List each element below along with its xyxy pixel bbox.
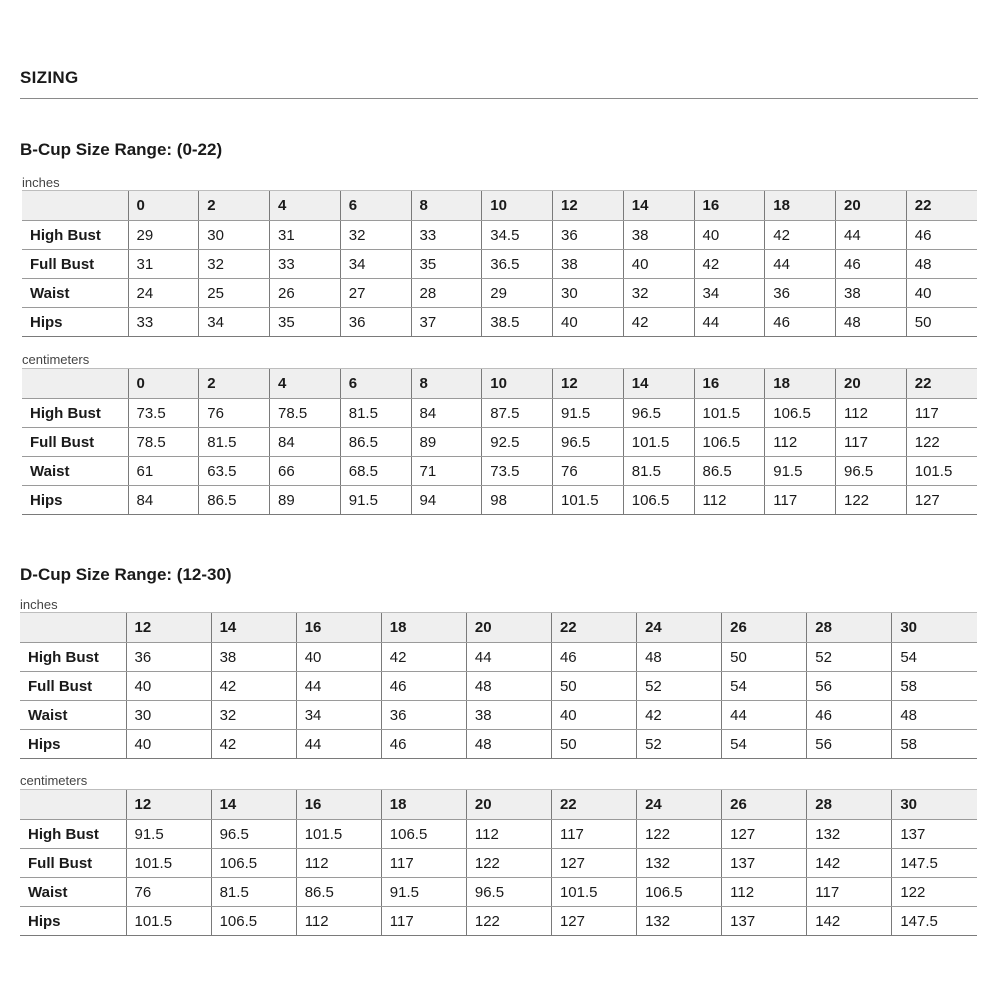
measurement-value: 127	[551, 849, 636, 878]
measurement-value: 101.5	[623, 428, 694, 457]
measurement-value: 91.5	[340, 486, 411, 515]
size-table	[22, 190, 977, 337]
measurement-value: 91.5	[765, 457, 836, 486]
size-header-cell: 22	[551, 613, 636, 643]
table-row	[22, 486, 977, 515]
measurement-value: 42	[381, 643, 466, 672]
unit-label-inches: inches	[20, 597, 58, 612]
measurement-value: 117	[381, 907, 466, 936]
size-header-cell: 12	[126, 790, 211, 820]
measurement-value: 96.5	[466, 878, 551, 907]
measurement-value: 32	[340, 221, 411, 250]
measurement-label: Waist	[22, 457, 128, 486]
measurement-value: 42	[211, 672, 296, 701]
measurement-value: 142	[807, 849, 892, 878]
measurement-value: 42	[623, 308, 694, 337]
measurement-value: 101.5	[126, 849, 211, 878]
measurement-value: 24	[128, 279, 199, 308]
measurement-value: 46	[381, 672, 466, 701]
table-row	[22, 399, 977, 428]
measurement-value: 84	[270, 428, 341, 457]
measurement-value: 38	[623, 221, 694, 250]
measurement-value: 40	[126, 672, 211, 701]
measurement-label: Waist	[20, 878, 126, 907]
measurement-value: 38	[211, 643, 296, 672]
measurement-value: 35	[270, 308, 341, 337]
size-header-cell: 20	[836, 191, 907, 221]
measurement-value: 84	[128, 486, 199, 515]
measurement-value: 96.5	[623, 399, 694, 428]
measurement-value: 137	[722, 907, 807, 936]
measurement-value: 52	[637, 672, 722, 701]
measurement-value: 46	[765, 308, 836, 337]
measurement-value: 78.5	[270, 399, 341, 428]
size-header-row	[22, 369, 977, 399]
measurement-label: Waist	[22, 279, 128, 308]
measurement-value: 106.5	[381, 820, 466, 849]
measurement-label: Hips	[20, 730, 126, 759]
measurement-value: 46	[381, 730, 466, 759]
measurement-value: 31	[270, 221, 341, 250]
size-header-cell: 22	[906, 191, 977, 221]
size-header-cell: 14	[211, 790, 296, 820]
measurement-value: 137	[722, 849, 807, 878]
table-row	[20, 643, 977, 672]
size-header-cell: 14	[623, 369, 694, 399]
measurement-value: 106.5	[211, 907, 296, 936]
size-header-cell: 2	[199, 369, 270, 399]
size-header-cell: 4	[270, 369, 341, 399]
measurement-value: 37	[411, 308, 482, 337]
measurement-label: Full Bust	[22, 428, 128, 457]
measurement-value: 112	[466, 820, 551, 849]
measurement-value: 36	[340, 308, 411, 337]
measurement-value: 54	[722, 672, 807, 701]
size-header-cell: 14	[623, 191, 694, 221]
measurement-value: 42	[211, 730, 296, 759]
size-header-cell: 8	[411, 191, 482, 221]
measurement-value: 42	[694, 250, 765, 279]
measurement-value: 46	[807, 701, 892, 730]
measurement-value: 117	[836, 428, 907, 457]
measurement-value: 32	[199, 250, 270, 279]
measurement-label: Full Bust	[20, 672, 126, 701]
measurement-value: 78.5	[128, 428, 199, 457]
measurement-value: 36	[381, 701, 466, 730]
measurement-value: 94	[411, 486, 482, 515]
measurement-value: 92.5	[482, 428, 553, 457]
measurement-value: 30	[199, 221, 270, 250]
measurement-value: 106.5	[637, 878, 722, 907]
measurement-value: 34	[199, 308, 270, 337]
measurement-value: 101.5	[551, 878, 636, 907]
measurement-value: 127	[551, 907, 636, 936]
measurement-value: 34	[340, 250, 411, 279]
measurement-value: 89	[411, 428, 482, 457]
table-row	[20, 849, 977, 878]
measurement-value: 112	[765, 428, 836, 457]
measurement-value: 112	[694, 486, 765, 515]
measurement-value: 52	[807, 643, 892, 672]
size-header-cell: 18	[765, 191, 836, 221]
measurement-value: 101.5	[694, 399, 765, 428]
measurement-value: 29	[482, 279, 553, 308]
measurement-value: 81.5	[623, 457, 694, 486]
measurement-value: 58	[892, 672, 977, 701]
measurement-label: Full Bust	[22, 250, 128, 279]
size-header-cell: 24	[637, 790, 722, 820]
measurement-value: 46	[906, 221, 977, 250]
measurement-label: Hips	[20, 907, 126, 936]
measurement-value: 44	[836, 221, 907, 250]
measurement-label: Full Bust	[20, 849, 126, 878]
measurement-value: 32	[623, 279, 694, 308]
unit-label-centimeters: centimeters	[22, 352, 90, 367]
table-row	[20, 907, 977, 936]
measurement-value: 40	[623, 250, 694, 279]
measurement-value: 127	[722, 820, 807, 849]
size-table	[22, 368, 977, 515]
measurement-value: 50	[551, 730, 636, 759]
size-header-cell: 8	[411, 369, 482, 399]
size-header-cell: 28	[807, 790, 892, 820]
measurement-value: 40	[551, 701, 636, 730]
size-header-cell: 6	[340, 191, 411, 221]
measurement-value: 58	[892, 730, 977, 759]
measurement-value: 98	[482, 486, 553, 515]
measurement-value: 117	[906, 399, 977, 428]
measurement-value: 54	[892, 643, 977, 672]
header-corner-cell	[22, 369, 128, 399]
measurement-value: 106.5	[211, 849, 296, 878]
measurement-value: 40	[906, 279, 977, 308]
size-header-cell: 6	[340, 369, 411, 399]
size-header-cell: 2	[199, 191, 270, 221]
measurement-value: 34.5	[482, 221, 553, 250]
measurement-value: 38	[466, 701, 551, 730]
size-header-cell: 10	[482, 191, 553, 221]
measurement-value: 28	[411, 279, 482, 308]
size-header-cell: 30	[892, 613, 977, 643]
measurement-label: High Bust	[22, 221, 128, 250]
measurement-value: 63.5	[199, 457, 270, 486]
size-header-cell: 22	[551, 790, 636, 820]
size-header-cell: 12	[126, 613, 211, 643]
measurement-value: 147.5	[892, 907, 977, 936]
table-row	[22, 428, 977, 457]
size-header-cell: 4	[270, 191, 341, 221]
measurement-value: 71	[411, 457, 482, 486]
unit-label-inches: inches	[22, 175, 60, 190]
measurement-value: 106.5	[765, 399, 836, 428]
measurement-value: 101.5	[553, 486, 624, 515]
measurement-value: 122	[906, 428, 977, 457]
measurement-value: 48	[466, 672, 551, 701]
measurement-value: 86.5	[340, 428, 411, 457]
size-header-cell: 16	[694, 369, 765, 399]
section-heading-b-cup: B-Cup Size Range: (0-22)	[20, 140, 223, 159]
measurement-value: 122	[637, 820, 722, 849]
header-corner-cell	[20, 613, 126, 643]
measurement-value: 142	[807, 907, 892, 936]
measurement-value: 127	[906, 486, 977, 515]
size-header-cell: 12	[553, 191, 624, 221]
size-header-cell: 0	[128, 369, 199, 399]
measurement-value: 34	[694, 279, 765, 308]
measurement-value: 81.5	[199, 428, 270, 457]
measurement-value: 132	[637, 907, 722, 936]
measurement-value: 26	[270, 279, 341, 308]
measurement-value: 33	[411, 221, 482, 250]
size-header-row	[22, 191, 977, 221]
size-header-cell: 16	[694, 191, 765, 221]
measurement-value: 38	[553, 250, 624, 279]
measurement-value: 68.5	[340, 457, 411, 486]
measurement-label: High Bust	[22, 399, 128, 428]
size-header-cell: 16	[296, 613, 381, 643]
measurement-value: 48	[892, 701, 977, 730]
measurement-value: 112	[836, 399, 907, 428]
size-header-cell: 18	[381, 790, 466, 820]
measurement-value: 81.5	[211, 878, 296, 907]
size-header-cell: 20	[836, 369, 907, 399]
measurement-value: 33	[128, 308, 199, 337]
measurement-value: 38.5	[482, 308, 553, 337]
size-header-cell: 22	[906, 369, 977, 399]
measurement-value: 117	[807, 878, 892, 907]
measurement-value: 112	[296, 907, 381, 936]
measurement-value: 96.5	[553, 428, 624, 457]
measurement-value: 40	[126, 730, 211, 759]
measurement-value: 112	[296, 849, 381, 878]
measurement-value: 40	[296, 643, 381, 672]
measurement-value: 86.5	[296, 878, 381, 907]
measurement-value: 36	[553, 221, 624, 250]
measurement-label: High Bust	[20, 820, 126, 849]
size-header-cell: 24	[637, 613, 722, 643]
measurement-value: 48	[637, 643, 722, 672]
size-header-cell: 30	[892, 790, 977, 820]
measurement-value: 106.5	[694, 428, 765, 457]
measurement-value: 40	[694, 221, 765, 250]
size-header-cell: 18	[765, 369, 836, 399]
measurement-value: 44	[765, 250, 836, 279]
measurement-value: 73.5	[482, 457, 553, 486]
size-header-cell: 10	[482, 369, 553, 399]
size-header-cell: 26	[722, 613, 807, 643]
title-divider	[20, 98, 978, 99]
table-row	[20, 672, 977, 701]
measurement-value: 101.5	[906, 457, 977, 486]
measurement-value: 48	[906, 250, 977, 279]
size-header-cell: 0	[128, 191, 199, 221]
measurement-value: 38	[836, 279, 907, 308]
measurement-value: 122	[466, 849, 551, 878]
measurement-value: 44	[722, 701, 807, 730]
measurement-value: 106.5	[623, 486, 694, 515]
measurement-value: 46	[836, 250, 907, 279]
page-title: SIZING	[20, 68, 79, 87]
measurement-value: 73.5	[128, 399, 199, 428]
measurement-value: 36	[765, 279, 836, 308]
measurement-value: 112	[722, 878, 807, 907]
table-row	[20, 820, 977, 849]
measurement-value: 61	[128, 457, 199, 486]
table-row	[22, 279, 977, 308]
measurement-value: 117	[765, 486, 836, 515]
measurement-value: 42	[765, 221, 836, 250]
header-corner-cell	[20, 790, 126, 820]
measurement-value: 117	[551, 820, 636, 849]
table-row	[22, 250, 977, 279]
measurement-value: 48	[466, 730, 551, 759]
measurement-value: 48	[836, 308, 907, 337]
measurement-value: 81.5	[340, 399, 411, 428]
size-header-cell: 18	[381, 613, 466, 643]
measurement-value: 32	[211, 701, 296, 730]
size-header-row	[20, 613, 977, 643]
table-row	[22, 308, 977, 337]
measurement-value: 52	[637, 730, 722, 759]
measurement-value: 44	[296, 672, 381, 701]
measurement-label: Hips	[22, 486, 128, 515]
measurement-value: 56	[807, 730, 892, 759]
table-row	[20, 878, 977, 907]
size-table	[20, 789, 977, 936]
measurement-value: 42	[637, 701, 722, 730]
measurement-value: 29	[128, 221, 199, 250]
measurement-value: 117	[381, 849, 466, 878]
measurement-value: 96.5	[836, 457, 907, 486]
measurement-value: 101.5	[296, 820, 381, 849]
measurement-value: 31	[128, 250, 199, 279]
section-heading-d-cup: D-Cup Size Range: (12-30)	[20, 565, 232, 584]
measurement-value: 50	[722, 643, 807, 672]
measurement-value: 46	[551, 643, 636, 672]
measurement-value: 25	[199, 279, 270, 308]
table-row	[22, 457, 977, 486]
measurement-value: 76	[199, 399, 270, 428]
measurement-value: 86.5	[199, 486, 270, 515]
measurement-value: 54	[722, 730, 807, 759]
measurement-value: 30	[126, 701, 211, 730]
table-row	[20, 730, 977, 759]
size-header-cell: 28	[807, 613, 892, 643]
measurement-value: 40	[553, 308, 624, 337]
measurement-value: 86.5	[694, 457, 765, 486]
measurement-value: 132	[637, 849, 722, 878]
measurement-value: 34	[296, 701, 381, 730]
unit-label-centimeters: centimeters	[20, 773, 88, 788]
measurement-value: 27	[340, 279, 411, 308]
measurement-value: 132	[807, 820, 892, 849]
measurement-value: 44	[694, 308, 765, 337]
size-header-cell: 20	[466, 613, 551, 643]
measurement-value: 101.5	[126, 907, 211, 936]
measurement-label: Waist	[20, 701, 126, 730]
measurement-label: Hips	[22, 308, 128, 337]
measurement-value: 56	[807, 672, 892, 701]
measurement-value: 36	[126, 643, 211, 672]
measurement-value: 36.5	[482, 250, 553, 279]
header-corner-cell	[22, 191, 128, 221]
table-row	[22, 221, 977, 250]
measurement-value: 96.5	[211, 820, 296, 849]
measurement-value: 66	[270, 457, 341, 486]
size-header-cell: 16	[296, 790, 381, 820]
measurement-value: 33	[270, 250, 341, 279]
measurement-value: 89	[270, 486, 341, 515]
measurement-value: 30	[553, 279, 624, 308]
measurement-value: 91.5	[553, 399, 624, 428]
measurement-value: 76	[553, 457, 624, 486]
table-row	[20, 701, 977, 730]
measurement-value: 137	[892, 820, 977, 849]
measurement-value: 91.5	[126, 820, 211, 849]
measurement-value: 84	[411, 399, 482, 428]
measurement-label: High Bust	[20, 643, 126, 672]
measurement-value: 87.5	[482, 399, 553, 428]
size-header-row	[20, 790, 977, 820]
measurement-value: 44	[466, 643, 551, 672]
size-header-cell: 26	[722, 790, 807, 820]
measurement-value: 91.5	[381, 878, 466, 907]
size-header-cell: 12	[553, 369, 624, 399]
size-header-cell: 20	[466, 790, 551, 820]
measurement-value: 122	[466, 907, 551, 936]
size-header-cell: 14	[211, 613, 296, 643]
measurement-value: 44	[296, 730, 381, 759]
size-table	[20, 612, 977, 759]
measurement-value: 147.5	[892, 849, 977, 878]
measurement-value: 50	[906, 308, 977, 337]
measurement-value: 35	[411, 250, 482, 279]
measurement-value: 122	[836, 486, 907, 515]
measurement-value: 76	[126, 878, 211, 907]
measurement-value: 50	[551, 672, 636, 701]
measurement-value: 122	[892, 878, 977, 907]
